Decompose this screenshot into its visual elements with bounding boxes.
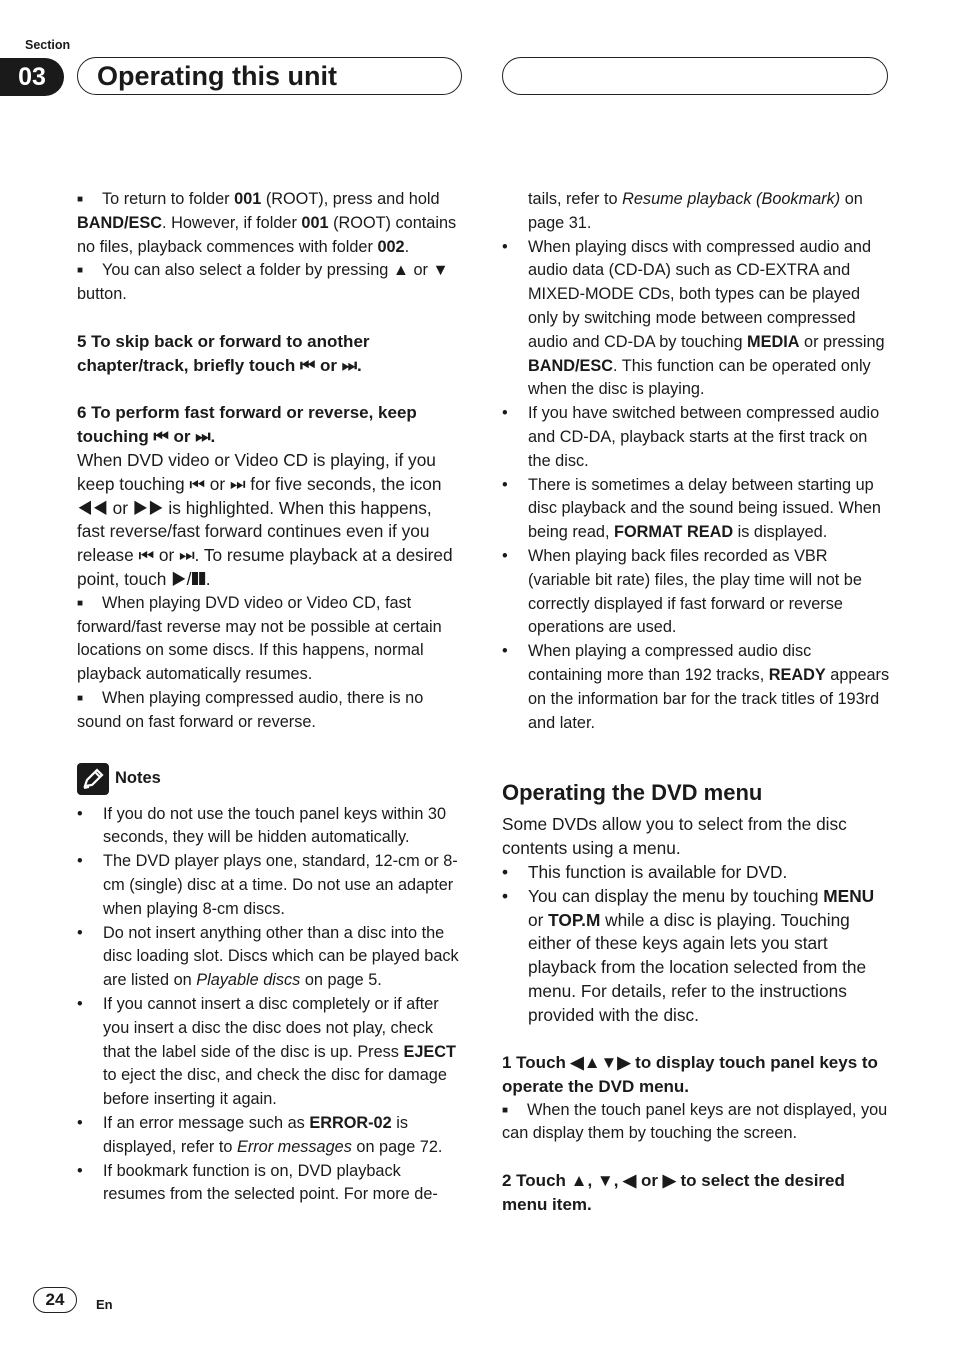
square-bullet-icon: ■ — [502, 1104, 509, 1116]
section-number: 03 — [0, 58, 64, 96]
note-compressed-audio: ■ When playing compressed audio, there is no sound on fast forward or reverse. — [77, 688, 424, 731]
note-folder-buttons: ■ You can also select a folder by pressing ▲ or ▼ button. — [77, 261, 449, 304]
notes-item: • If you have switched between compressed audio and CD-DA, playback starts at the first track on the disc. — [502, 404, 880, 470]
intro-text: Some DVDs allow you to select from the disc contents using a menu. — [502, 814, 847, 859]
step-6: 6 To perform fast forward or reverse, keep touching ⏮ or ⏭. — [77, 402, 417, 446]
notes-item: • If an error message such as ERROR-02 is displayed, refer to Error messages on page 72. — [77, 1113, 443, 1156]
list-item: • You can display the menu by touching MENU or TOP.M while a disc is playing. Touching either of these keys again lets you start playback from the location selected from the menu. For details, refer to the instructions provided with the disc. — [502, 885, 875, 1025]
notes-item: • When playing a compressed audio disc containing more than 192 tracks, READY appears on the information bar for the track titles of 193rd and later. — [502, 642, 890, 732]
list-item: • This function is available for DVD. — [502, 861, 788, 882]
section-heading: Operating the DVD menu — [502, 780, 763, 806]
notes-title: Notes — [115, 768, 161, 787]
notes-item: • When playing discs with compressed audio and audio data (CD-DA) such as CD-EXTRA and MIXED-MODE CDs, both types can be played only by switching mode between compressed audio and CD-DA by touching MEDIA or pressing BAND/ESC. This function can be operated only when the disc is playing. — [502, 237, 885, 399]
notes-item: • If bookmark function is on, DVD playback resumes from the selected point. For more de- — [77, 1161, 438, 1204]
step-1: 1 Touch ◀▲▼▶ to display touch panel keys to operate the DVD menu. — [502, 1052, 878, 1096]
note-folder-root: ■ To return to folder 001 (ROOT), press and hold BAND/ESC. However, if folder 001 (ROOT) contains no files, playback commences with folder 002. — [77, 190, 457, 256]
square-bullet-icon: ■ — [77, 194, 84, 205]
notes-item: • There is sometimes a delay between starting up disc playback and the sound being issued. When being read, FORMAT READ is displayed. — [502, 475, 881, 542]
header-right-frame — [502, 57, 888, 95]
step-2: 2 Touch ▲, ▼, ◀ or ▶ to select the desired menu item. — [502, 1171, 845, 1215]
page-number: 24 — [33, 1287, 77, 1313]
right-column — [502, 188, 890, 1217]
square-bullet-icon: ■ — [77, 265, 84, 277]
note-fast-forward: ■ When playing DVD video or Video CD, fast forward/fast reverse may not be possible at certain locations on some discs. If this happens, normal playback automatically resumes. — [77, 593, 442, 684]
notes-heading — [77, 763, 463, 795]
notes-item: • The DVD player plays one, standard, 12-cm or 8-cm (single) disc at a time. Do not use an adapter when playing 8-cm discs. — [77, 852, 458, 918]
notes-item: • If you do not use the touch panel keys within 30 seconds, they will be hidden automatically. — [77, 804, 447, 847]
language-label: En — [96, 1297, 113, 1312]
notes-item: • When playing back files recorded as VBR (variable bit rate) files, the play time will not be correctly displayed if fast forward or reverse operations are used. — [502, 546, 862, 637]
note-touch-keys: ■ When the touch panel keys are not displayed, you can display them by touching the screen. — [502, 1100, 888, 1143]
left-column — [77, 188, 463, 1207]
notes-item: • Do not insert anything other than a disc into the disc loading slot. Discs which can be played back are listed on Playable discs on page 5. — [77, 923, 459, 990]
page-title: Operating this unit — [97, 61, 337, 91]
step-6-text: When DVD video or Video CD is playing, if you keep touching ⏮ or ⏭ for five seconds, the icon ◀◀ or ▶▶ is highlighted. When this happens, fast reverse/fast forward continues even if you release ⏮ or ⏭. To resume playback at a desired point, touch ▶/❚❚. — [77, 449, 453, 589]
pencil-icon — [77, 763, 109, 795]
square-bullet-icon: ■ — [77, 597, 84, 609]
notes-item-continued: tails, refer to Resume playback (Bookmark) on page 31. — [528, 190, 863, 232]
section-label: Section — [25, 38, 71, 52]
notes-item: • If you cannot insert a disc completely or if after you insert a disc the disc does not play, check that the label side of the disc is up. Press EJECT to eject the disc, and check the disc for damage before inserting it again. — [77, 994, 456, 1109]
step-5: 5 To skip back or forward to another chapter/track, briefly touch ⏮ or ⏭. — [77, 331, 370, 375]
square-bullet-icon: ■ — [77, 692, 84, 704]
